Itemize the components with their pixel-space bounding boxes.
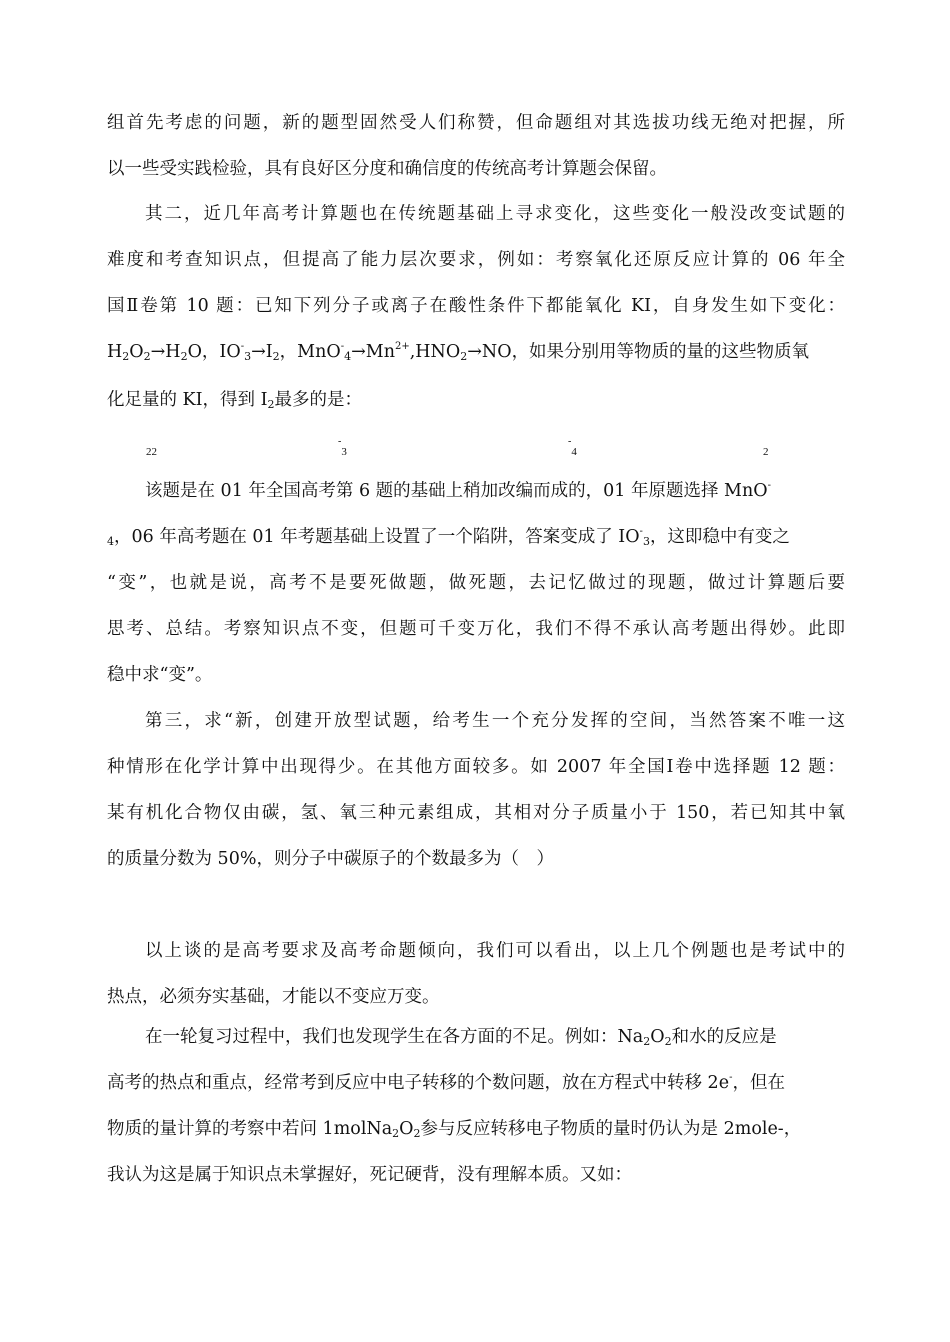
eq-charge: - bbox=[338, 436, 342, 447]
paragraph-1-line-1: 组首先考虑的问题，新的题型固然受人们称赞，但命题组对其选拔功线无绝对把握，所 bbox=[107, 113, 845, 133]
text-run: 高考的热点和重点，经常考到反应中电子转移的个数问题，放在方程式中转移 2e bbox=[107, 1073, 730, 1093]
text-run: 最多的是： bbox=[274, 390, 363, 410]
eq-sub: 3 bbox=[244, 350, 252, 363]
eq-tail: ，如果分别用等物质的量的这些物质氧 bbox=[511, 342, 810, 362]
paragraph-5-line-1: 以上谈的是高考要求及高考命题倾向，我们可以看出，以上几个例题也是考试中的 bbox=[145, 941, 845, 961]
eq-i: I bbox=[265, 342, 273, 362]
eq-sub: 2 bbox=[413, 1127, 421, 1140]
option-a-h2o2 bbox=[146, 435, 157, 457]
eq-o: O bbox=[129, 342, 144, 362]
paragraph-6-line-3 bbox=[107, 1118, 801, 1140]
eq-h: H bbox=[107, 342, 123, 362]
arrow-icon: → bbox=[150, 342, 166, 362]
arrow-icon: → bbox=[467, 342, 482, 362]
eq-o: O bbox=[187, 342, 202, 362]
eq-sub: 2 bbox=[143, 350, 151, 363]
paragraph-5-line-2: 热点，必须夯实基础，才能以不变应万变。 bbox=[107, 987, 440, 1007]
eq-sub: 3 bbox=[642, 535, 650, 548]
eq-sub: 2 bbox=[392, 1127, 400, 1140]
paragraph-3-line-3: “变”，也就是说，高考不是要死做题，做死题，去记忆做过的现题，做过计算题后要 bbox=[107, 573, 845, 593]
eq-io: IO bbox=[219, 342, 241, 362]
option-b-io3 bbox=[338, 435, 347, 457]
eq-sub: 2 bbox=[151, 446, 157, 458]
arrow-icon: → bbox=[251, 342, 266, 362]
paragraph-3-line-5: 稳中求“变”。 bbox=[107, 665, 213, 685]
eq-sub: 2 bbox=[664, 1035, 672, 1048]
eq-sub: 2 bbox=[146, 446, 152, 458]
eq-sub: 4 bbox=[571, 446, 577, 458]
paragraph-2-line-3: 国Ⅱ卷第 10 题：已知下列分子或离子在酸性条件下都能氧化 KI，自身发生如下变化： bbox=[107, 296, 845, 316]
eq-sub: 2 bbox=[180, 350, 188, 363]
paragraph-3-line-1 bbox=[145, 480, 845, 502]
eq-charge: 2+ bbox=[394, 341, 410, 352]
paragraph-2-line-2: 难度和考查知识点，但提高了能力层次要求，例如：考察氧化还原反应计算的 06 年全 bbox=[107, 250, 845, 270]
eq-no: NO bbox=[481, 342, 512, 362]
text-run: ，这即稳中有变之 bbox=[649, 527, 790, 547]
eq-charge: - bbox=[568, 436, 572, 447]
eq-charge: - bbox=[729, 1072, 733, 1083]
equation-line bbox=[107, 341, 809, 363]
eq-h: H bbox=[165, 342, 181, 362]
arrow-icon: → bbox=[351, 342, 366, 362]
eq-sub: 2 bbox=[272, 350, 280, 363]
option-d-hno2 bbox=[763, 435, 769, 457]
eq-charge: - bbox=[240, 341, 245, 352]
paragraph-4-line-4: 的质量分数为 50%，则分子中碳原子的个数最多为（ ） bbox=[107, 849, 554, 869]
eq-comma: ， bbox=[279, 342, 298, 362]
text-run: O bbox=[650, 1027, 665, 1047]
text-run: 参与反应转移电子物质的量时仍认为是 2mole-， bbox=[420, 1119, 802, 1139]
paragraph-3-line-4: 思考、总结。考察知识点不变，但题可千变万化，我们不得不承认高考题出得妙。此即 bbox=[107, 619, 845, 639]
paragraph-2-line-5 bbox=[107, 389, 362, 411]
paragraph-1-line-2: 以一些受实践检验，具有良好区分度和确信度的传统高考计算题会保留。 bbox=[107, 159, 667, 179]
eq-sub: 4 bbox=[344, 350, 352, 363]
eq-sub: 2 bbox=[763, 446, 769, 458]
text-run: 化足量的 KI，得到 I bbox=[107, 390, 268, 410]
text-run: ，06 年高考题在 01 年考题基础上设置了一个陷阱，答案变成了 IO bbox=[114, 527, 640, 547]
paragraph-2-line-1: 其二，近几年高考计算题也在传统题基础上寻求变化，这些变化一般没改变试题的 bbox=[145, 204, 845, 224]
text-run: 和水的反应是 bbox=[671, 1027, 777, 1047]
eq-mn: Mn bbox=[365, 342, 395, 362]
eq-mno: MnO bbox=[297, 342, 341, 362]
eq-sub: 2 bbox=[643, 1035, 651, 1048]
option-c-mno4 bbox=[568, 435, 577, 457]
eq-comma: ， bbox=[201, 342, 220, 362]
paragraph-4-line-1: 第三，求“新，创建开放型试题，给考生一个充分发挥的空间，当然答案不唯一这 bbox=[145, 711, 845, 731]
text-run: 物质的量计算的考察中若问 1molNa bbox=[107, 1119, 393, 1139]
text-run: 该题是在 01 年全国高考第 6 题的基础上稍加改编而成的，01 年原题选择 MnO bbox=[145, 481, 768, 501]
eq-sub: 4 bbox=[107, 535, 114, 548]
paragraph-6-line-2 bbox=[107, 1072, 785, 1094]
eq-sub: 2 bbox=[267, 398, 275, 411]
eq-charge: - bbox=[639, 526, 643, 537]
paragraph-6-line-4: 我认为这是属于知识点未掌握好，死记硬背，没有理解本质。又如： bbox=[107, 1165, 632, 1185]
text-run: ，但在 bbox=[732, 1073, 785, 1093]
eq-sub: 2 bbox=[122, 350, 130, 363]
eq-sub: 2 bbox=[460, 350, 468, 363]
paragraph-3-line-2 bbox=[107, 526, 790, 548]
eq-sub: 3 bbox=[341, 446, 347, 458]
paragraph-6-line-1 bbox=[145, 1026, 845, 1048]
paragraph-4-line-3: 某有机化合物仅由碳，氢、氧三种元素组成，其相对分子质量小于 150，若已知其中氧 bbox=[107, 803, 845, 823]
eq-hno: ,HNO bbox=[409, 342, 461, 362]
eq-charge: - bbox=[340, 341, 345, 352]
text-run: 在一轮复习过程中，我们也发现学生在各方面的不足。例如：Na bbox=[145, 1027, 644, 1047]
eq-charge: - bbox=[767, 480, 771, 491]
text-run: O bbox=[399, 1119, 414, 1139]
paragraph-4-line-2: 种情形在化学计算中出现得少。在其他方面较多。如 2007 年全国Ⅰ卷中选择题 12 题： bbox=[107, 757, 845, 777]
